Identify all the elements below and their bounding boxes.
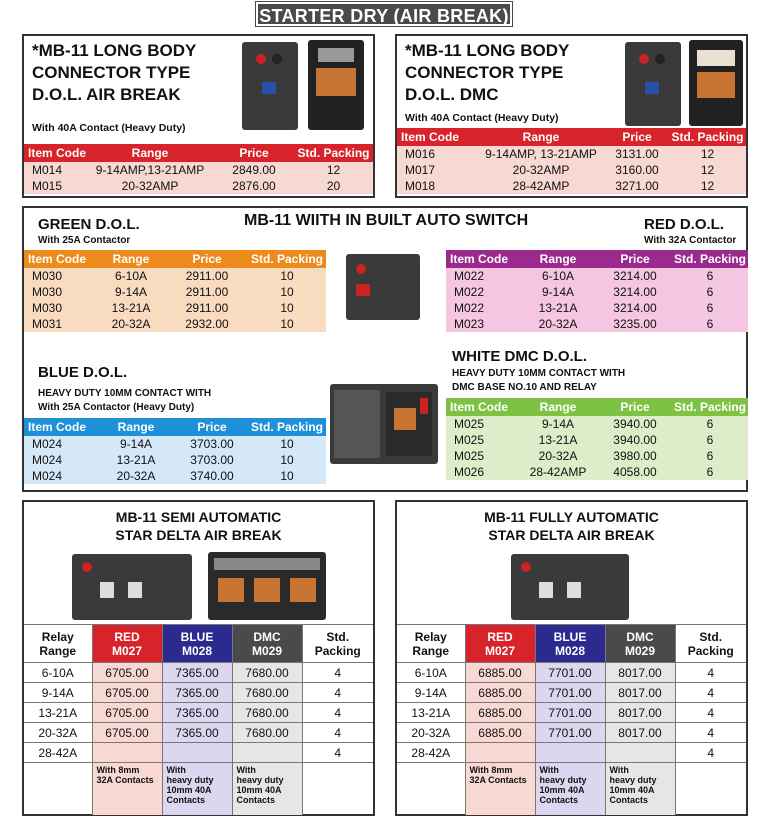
product-photo bbox=[346, 254, 420, 320]
fully-auto-star-delta-card bbox=[395, 500, 748, 816]
white-dmc-subtitle: HEAVY DUTY 10MM CONTACT WITH bbox=[452, 368, 626, 379]
table-row: 20-32A 6885.00 7701.00 8017.00 4 bbox=[397, 723, 746, 743]
table-row: 28-42A 4 bbox=[397, 743, 746, 763]
footnote-red: With 8mm 32A Contacts bbox=[92, 763, 162, 815]
table-row: 9-14A 6885.00 7701.00 8017.00 4 bbox=[397, 683, 746, 703]
card-title: *MB-11 LONG BODY CONNECTOR TYPE D.O.L. DMC bbox=[405, 41, 570, 104]
product-photo bbox=[242, 42, 298, 130]
table-row: M025 13-21A 3940.00 6 bbox=[454, 433, 714, 447]
card-subtitle: With 40A Contact (Heavy Duty) bbox=[32, 122, 186, 134]
table-row: M025 20-32A 3980.00 6 bbox=[454, 449, 714, 463]
table-row: M025 9-14A 3940.00 6 bbox=[454, 417, 714, 431]
green-dol-subtitle: With 25A Contactor bbox=[38, 235, 131, 246]
table-row: 13-21A 6885.00 7701.00 8017.00 4 bbox=[397, 703, 746, 723]
card-title: MB-11 SEMI AUTOMATIC STAR DELTA AIR BREAK bbox=[115, 509, 282, 543]
blue-dol-table: Item Code Range Price Std. Packing M024 9-14A 3703.00 10 M024 13-21A 3703.00 10 M024 20-32A 3740.00 10 bbox=[24, 418, 326, 484]
price-table: Item Code Range Price Std. Packing M014 9-14AMP,13-21AMP 2849.00 12 M015 20-32AMP 2876.00 20 bbox=[24, 144, 373, 194]
table-row: M026 28-42AMP 4058.00 6 bbox=[454, 465, 714, 479]
star-delta-table: Relay Range RED M027 BLUE M028 DMC M029 Std. Packing 6-10A 6705.00 7365.00 7680.00 4 9-14A 6705.00 7365.00 7680.00 4 13-21A 6705.00 7365.00 7680.00 4 20-32A 6705.00 7365.00 7680.00 4 28-42A 4 With 8mm 32A Contacts With heavy duty 10mm 40A Contacts With heavy duty 10mm 40A Contacts bbox=[24, 624, 373, 815]
table-row: M022 6-10A 3214.00 6 bbox=[454, 269, 714, 283]
card-dol-dmc bbox=[395, 34, 748, 198]
product-photo bbox=[511, 554, 629, 620]
footnote-row bbox=[24, 763, 373, 815]
star-delta-table: Relay Range RED M027 BLUE M028 DMC M029 Std. Packing 6-10A 6885.00 7701.00 8017.00 4 9-14A 6885.00 7701.00 8017.00 4 13-21A 6885.00 7701.00 8017.00 4 20-32A 6885.00 7701.00 8017.00 4 28-42A 4 With 8mm 32A Contacts With heavy duty 10mm 40A Contacts With heavy duty 10mm 40A Contacts bbox=[397, 624, 746, 815]
card-title: MB-11 FULLY AUTOMATIC STAR DELTA AIR BREAK bbox=[484, 509, 659, 543]
table-row: 28-42A 4 bbox=[24, 743, 373, 763]
footnote-dmc: With heavy duty 10mm 40A Contacts bbox=[232, 763, 302, 815]
blue-dol-subtitle: HEAVY DUTY 10MM CONTACT WITH bbox=[38, 388, 212, 399]
white-dmc-title: WHITE DMC D.O.L. bbox=[452, 348, 587, 365]
card-title: *MB-11 LONG BODY CONNECTOR TYPE D.O.L. AIR BREAK bbox=[32, 41, 197, 104]
table-row: M022 13-21A 3214.00 6 bbox=[454, 301, 714, 315]
product-interior-photo bbox=[689, 40, 743, 126]
table-row: 20-32A 6705.00 7365.00 7680.00 4 bbox=[24, 723, 373, 743]
section-title: MB-11 WIITH IN BUILT AUTO SWITCH bbox=[244, 212, 529, 229]
table-row: M015 20-32AMP 2876.00 20 bbox=[32, 179, 341, 193]
footnote-red: With 8mm 32A Contacts bbox=[465, 763, 535, 815]
red-dol-subtitle: With 32A Contactor bbox=[644, 235, 737, 246]
footnote-dmc: With heavy duty 10mm 40A Contacts bbox=[605, 763, 675, 815]
auto-switch-section bbox=[22, 206, 748, 492]
table-row: M017 20-32AMP 3160.00 12 bbox=[405, 163, 715, 177]
table-row: M024 9-14A 3703.00 10 bbox=[32, 437, 294, 451]
footnote-blue: With heavy duty 10mm 40A Contacts bbox=[535, 763, 605, 815]
table-row: M030 13-21A 2911.00 10 bbox=[32, 301, 294, 315]
table-row: M024 13-21A 3703.00 10 bbox=[32, 453, 294, 467]
white-dmc-table: Item Code Range Price Std. Packing M025 9-14A 3940.00 6 M025 13-21A 3940.00 6 M025 20-32A 3980.00 6 M026 28-42AMP 4058.00 6 bbox=[446, 398, 748, 480]
table-row: M030 6-10A 2911.00 10 bbox=[32, 269, 294, 283]
card-subtitle: With 40A Contact (Heavy Duty) bbox=[405, 112, 559, 124]
table-row: M022 9-14A 3214.00 6 bbox=[454, 285, 714, 299]
red-dol-table: Item Code Range Price Std. Packing M022 6-10A 3214.00 6 M022 9-14A 3214.00 6 M022 13-21A 3214.00 6 M023 20-32A 3235.00 6 bbox=[446, 250, 748, 332]
product-open-photo bbox=[330, 384, 438, 464]
footnote-blue: With heavy duty 10mm 40A Contacts bbox=[162, 763, 232, 815]
product-interior-photo bbox=[308, 40, 364, 130]
table-row: M014 9-14AMP,13-21AMP 2849.00 12 bbox=[32, 163, 341, 177]
card-dol-air-break bbox=[22, 34, 375, 198]
table-row: M031 20-32A 2932.00 10 bbox=[32, 317, 294, 331]
page-banner: STARTER DRY (AIR BREAK) bbox=[256, 2, 512, 26]
semi-auto-star-delta-card bbox=[22, 500, 375, 816]
table-row: M024 20-32A 3740.00 10 bbox=[32, 469, 294, 483]
product-interior-photo bbox=[208, 552, 326, 620]
blue-dol-subtitle-2: With 25A Contactor (Heavy Duty) bbox=[38, 402, 195, 413]
footnote-row bbox=[397, 763, 746, 815]
table-row: 9-14A 6705.00 7365.00 7680.00 4 bbox=[24, 683, 373, 703]
white-dmc-subtitle-2: DMC BASE NO.10 AND RELAY bbox=[452, 382, 597, 393]
blue-dol-title: BLUE D.O.L. bbox=[38, 364, 128, 381]
table-row: 13-21A 6705.00 7365.00 7680.00 4 bbox=[24, 703, 373, 723]
table-row: M016 9-14AMP, 13-21AMP 3131.00 12 bbox=[405, 147, 715, 161]
table-row: 6-10A 6885.00 7701.00 8017.00 4 bbox=[397, 663, 746, 683]
red-dol-title: RED D.O.L. bbox=[644, 216, 725, 233]
product-photo bbox=[72, 554, 192, 620]
table-row: 6-10A 6705.00 7365.00 7680.00 4 bbox=[24, 663, 373, 683]
table-row: M023 20-32A 3235.00 6 bbox=[454, 317, 714, 331]
product-photo bbox=[625, 42, 681, 126]
table-row: M018 28-42AMP 3271.00 12 bbox=[405, 179, 715, 193]
green-dol-title: GREEN D.O.L. bbox=[38, 216, 140, 233]
green-dol-table: Item Code Range Price Std. Packing M030 6-10A 2911.00 10 M030 9-14A 2911.00 10 M030 13-21A 2911.00 10 M031 20-32A 2932.00 10 bbox=[24, 250, 326, 332]
price-table: Item Code Range Price Std. Packing M016 9-14AMP, 13-21AMP 3131.00 12 M017 20-32AMP 3160.00 12 M018 28-42AMP 3271.00 12 bbox=[397, 128, 746, 194]
table-row: M030 9-14A 2911.00 10 bbox=[32, 285, 294, 299]
